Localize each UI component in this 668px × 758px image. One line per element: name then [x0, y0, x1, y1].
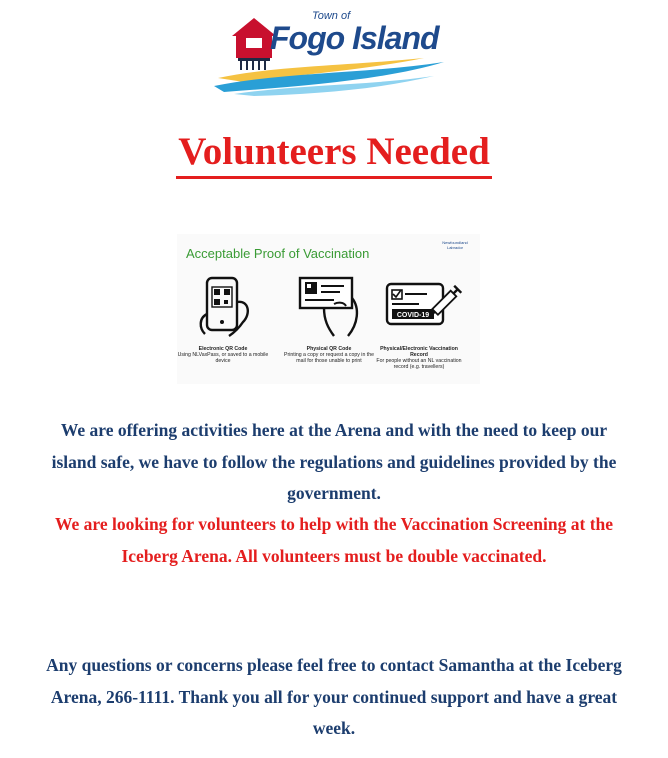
proof-item-heading: Physical QR Code	[306, 346, 352, 352]
proof-item-electronic	[177, 346, 269, 364]
card-label: COVID-19	[396, 312, 430, 319]
proof-item-heading: Physical/Electronic Vaccination Record	[380, 346, 458, 358]
contact-paragraph: Any questions or concerns please feel free to contact Samantha at the Iceberg Arena, 266-1111. Thank you all for your continued support and have a great week.	[46, 655, 622, 738]
logo-town-of: Town of	[312, 10, 351, 22]
volunteers-paragraph: We are looking for volunteers to help with the Vaccination Screening at the Iceberg Arena. All volunteers must be double vaccinated.	[54, 514, 614, 566]
proof-item-text: Using NLVaxPass, or saved to a mobile device	[177, 352, 269, 364]
proof-item-physical-qr	[283, 346, 375, 364]
town-logo	[214, 8, 446, 98]
proof-brand: Newfoundland Labrador	[442, 240, 468, 250]
proof-item-text: For people without an NL vaccination record (e.g. travellers)	[376, 358, 462, 370]
paper-qr-icon	[294, 274, 364, 342]
proof-item-heading: Electronic QR Code	[198, 346, 248, 352]
proof-of-vaccination-image	[177, 234, 480, 384]
proof-item-text: Printing a copy or request a copy in the mail for those unable to print	[284, 352, 374, 364]
activities-paragraph: We are offering activities here at the Arena and with the need to keep our island safe, we have to follow the regulations and guidelines provided by the government.	[51, 420, 617, 503]
phone-qr-icon	[195, 274, 255, 338]
wave-icon	[214, 56, 446, 96]
proof-item-vaccination-record	[373, 346, 465, 370]
title-text: Volunteers Needed	[176, 130, 492, 179]
page-title	[0, 130, 668, 179]
vaccination-card-icon	[383, 278, 467, 332]
proof-title: Acceptable Proof of Vaccination	[186, 246, 370, 261]
logo-town-name: Fogo Island	[270, 20, 439, 56]
